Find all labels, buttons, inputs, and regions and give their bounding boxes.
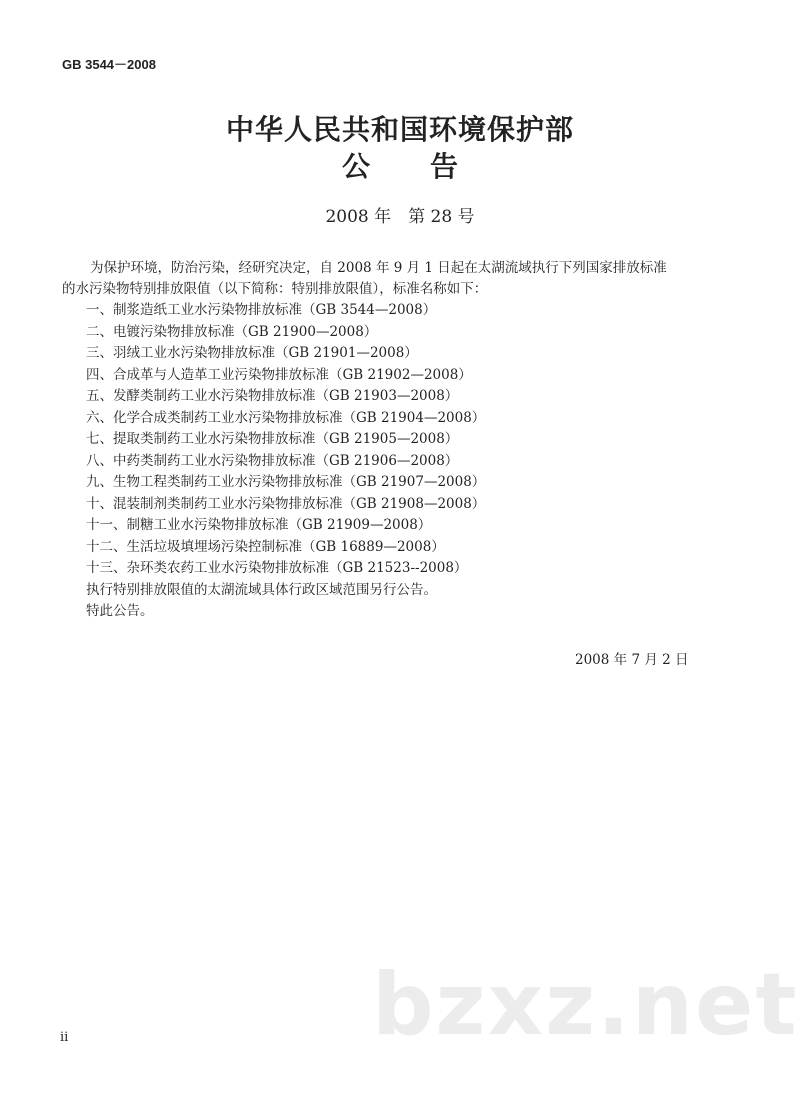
- subtitle-char-1: 公: [341, 150, 370, 183]
- standard-list-item: 八、中药类制药工业水污染物排放标准（GB 21906—2008）: [86, 452, 459, 469]
- watermark: bzxz.net: [372, 955, 799, 1055]
- standard-list-item: 十、混装制剂类制药工业水污染物排放标准（GB 21908—2008）: [86, 495, 486, 512]
- standard-list-item: 十三、杂环类农药工业水污染物排放标准（GB 21523--2008）: [86, 560, 468, 576]
- announcement-date: 2008 年 7 月 2 日: [575, 652, 689, 668]
- standard-list-item: 五、发酵类制药工业水污染物排放标准（GB 21903—2008）: [86, 388, 459, 404]
- paragraph-line: 的水污染物特别排放限值（以下简称：特别排放限值），标准名称如下：: [62, 281, 488, 297]
- standard-list-item: 三、羽绒工业水污染物排放标准（GB 21901—2008）: [86, 345, 418, 361]
- page-number: ii: [60, 1030, 69, 1045]
- closing-line: 执行特别排放限值的太湖流域具体行政区域范围另行公告。: [86, 581, 437, 598]
- standard-number: GB 3544－2008: [62, 57, 156, 72]
- standard-list-item: 十二、生活垃圾填埋场污染控制标准（GB 16889—2008）: [86, 538, 445, 555]
- standard-list-item: 一、制浆造纸工业水污染物排放标准（GB 3544—2008）: [86, 302, 437, 318]
- standard-list-item: 二、电镀污染物排放标准（GB 21900—2008）: [86, 323, 378, 340]
- document-title: 中华人民共和国环境保护部: [225, 113, 574, 146]
- subtitle-char-2: 告: [430, 150, 459, 183]
- paragraph-line: 为保护环境，防治污染，经研究决定，自 2008 年 9 月 1 日起在太湖流域执行下列国家排放标准: [90, 260, 667, 276]
- standard-list-item: 七、提取类制药工业水污染物排放标准（GB 21905—2008）: [86, 431, 459, 447]
- issue-number: 2008 年 第 28 号: [325, 207, 475, 227]
- closing-line: 特此公告。: [86, 603, 154, 619]
- document-subtitle: [0, 145, 800, 185]
- standard-list-item: 十一、制糖工业水污染物排放标准（GB 21909—2008）: [86, 517, 432, 533]
- standard-list-item: 四、合成革与人造革工业污染物排放标准（GB 21902—2008）: [86, 366, 472, 383]
- standard-list-item: 九、生物工程类制药工业水污染物排放标准（GB 21907—2008）: [86, 474, 486, 490]
- standard-list-item: 六、化学合成类制药工业水污染物排放标准（GB 21904—2008）: [86, 409, 486, 426]
